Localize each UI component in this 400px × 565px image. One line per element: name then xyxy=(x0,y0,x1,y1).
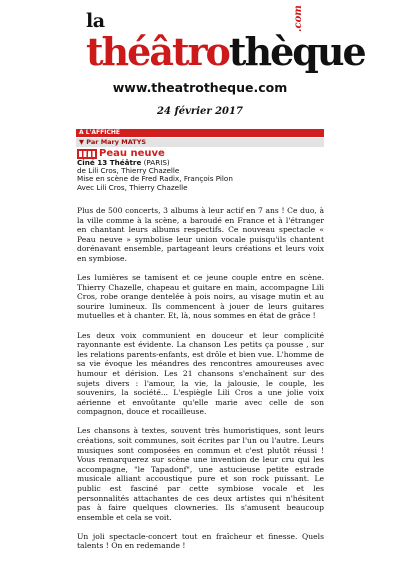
author-byline: ▼ Par Mary MATYS xyxy=(76,138,324,147)
venue-city: (PARIS) xyxy=(141,158,170,167)
article-body xyxy=(77,206,324,561)
logo-part-theque: thèque xyxy=(228,29,365,74)
show-credit-director: Mise en scène de Fred Radix, François Pilon xyxy=(77,174,233,184)
site-logo[interactable] xyxy=(86,5,365,82)
logo-part-theatro: théâtro xyxy=(86,29,229,74)
show-title: Peau neuve xyxy=(99,147,165,159)
show-info xyxy=(77,149,325,192)
venue-name[interactable]: Ciné 13 Théâtre xyxy=(77,158,142,167)
publication-date: 24 février 2017 xyxy=(157,106,243,117)
logo-la: la xyxy=(86,10,105,32)
article-paragraph: Les chansons à textes, souvent très humoristiques, sont leurs créations, soit communes, soit écrites par l'un ou l'autre. Leurs musiques sont composées en commun et c'est plutôt réussi ! Vous remarquerez sur scène une invention de leur cru qui les accompagne, "le Tapadonf", une astucieuse petite estrade musicale alliant accoustique pure et son rock puissant. Le public est fasciné par cette symbiose vocale et les personnalités attachantes de ces deux artistes qui n'hésitent pas à faire quelques clowneries. Ils s'amusent beaucoup ensemble et cela se voit. xyxy=(77,426,324,522)
show-credit-cast: Avec Lili Cros, Thierry Chazelle xyxy=(77,182,188,192)
logo-dotcom: .com xyxy=(293,5,304,32)
logo-wordmark xyxy=(86,30,365,74)
article-paragraph: Un joli spectacle-concert tout en fraîcheur et finesse. Quels talents ! On en redemande ! xyxy=(77,531,324,551)
show-credit-authors: de Lili Cros, Thierry Chazelle xyxy=(77,166,180,176)
article-paragraph: Plus de 500 concerts, 3 albums à leur actif en 7 ans ! Ce duo, à la ville comme à la scène, a baroudé en France et à l'étranger en chantant leurs albums respectifs. Ce nouveau spectacle « Peau neuve » symbolise leur union vocale puisqu'ils chantent dorénavant ensemble, partageant leurs créations et leurs voix en symbiose. xyxy=(77,206,324,263)
site-url[interactable]: www.theatrotheque.com xyxy=(112,80,288,95)
article-paragraph: Les lumières se tamisent et ce jeune couple entre en scène. Thierry Chazelle, chapeau et guitare en main, accompagne Lili Cros, robe orange dentelée à pois noirs, au visage mutin et au sourire lumineux. Ils commencent à jouer de leurs guitares mutuelles et à chanter. Et, là, nous sommes en état de grâce ! xyxy=(77,273,324,321)
section-label: A L'AFFICHE xyxy=(76,129,324,137)
article-paragraph: Les deux voix communient en douceur et leur complicité rayonnante est évidente. La chanson Les petits ça pousse , sur les relations parents-enfants, est drôle et bien vue. L'homme de sa vie évoque les méandres des rencontres amoureuses avec humour et dérision. Les 21 chansons s'enchaînent sur des sujets divers : l'amour, la vie, la jalousie, le couple, les souvenirs, la société... L'espiègle Lili Cros a une jolie voix aérienne et envoûtante qu'elle marie avec celle de son compagnon, douce et rocailleuse. xyxy=(77,330,324,417)
